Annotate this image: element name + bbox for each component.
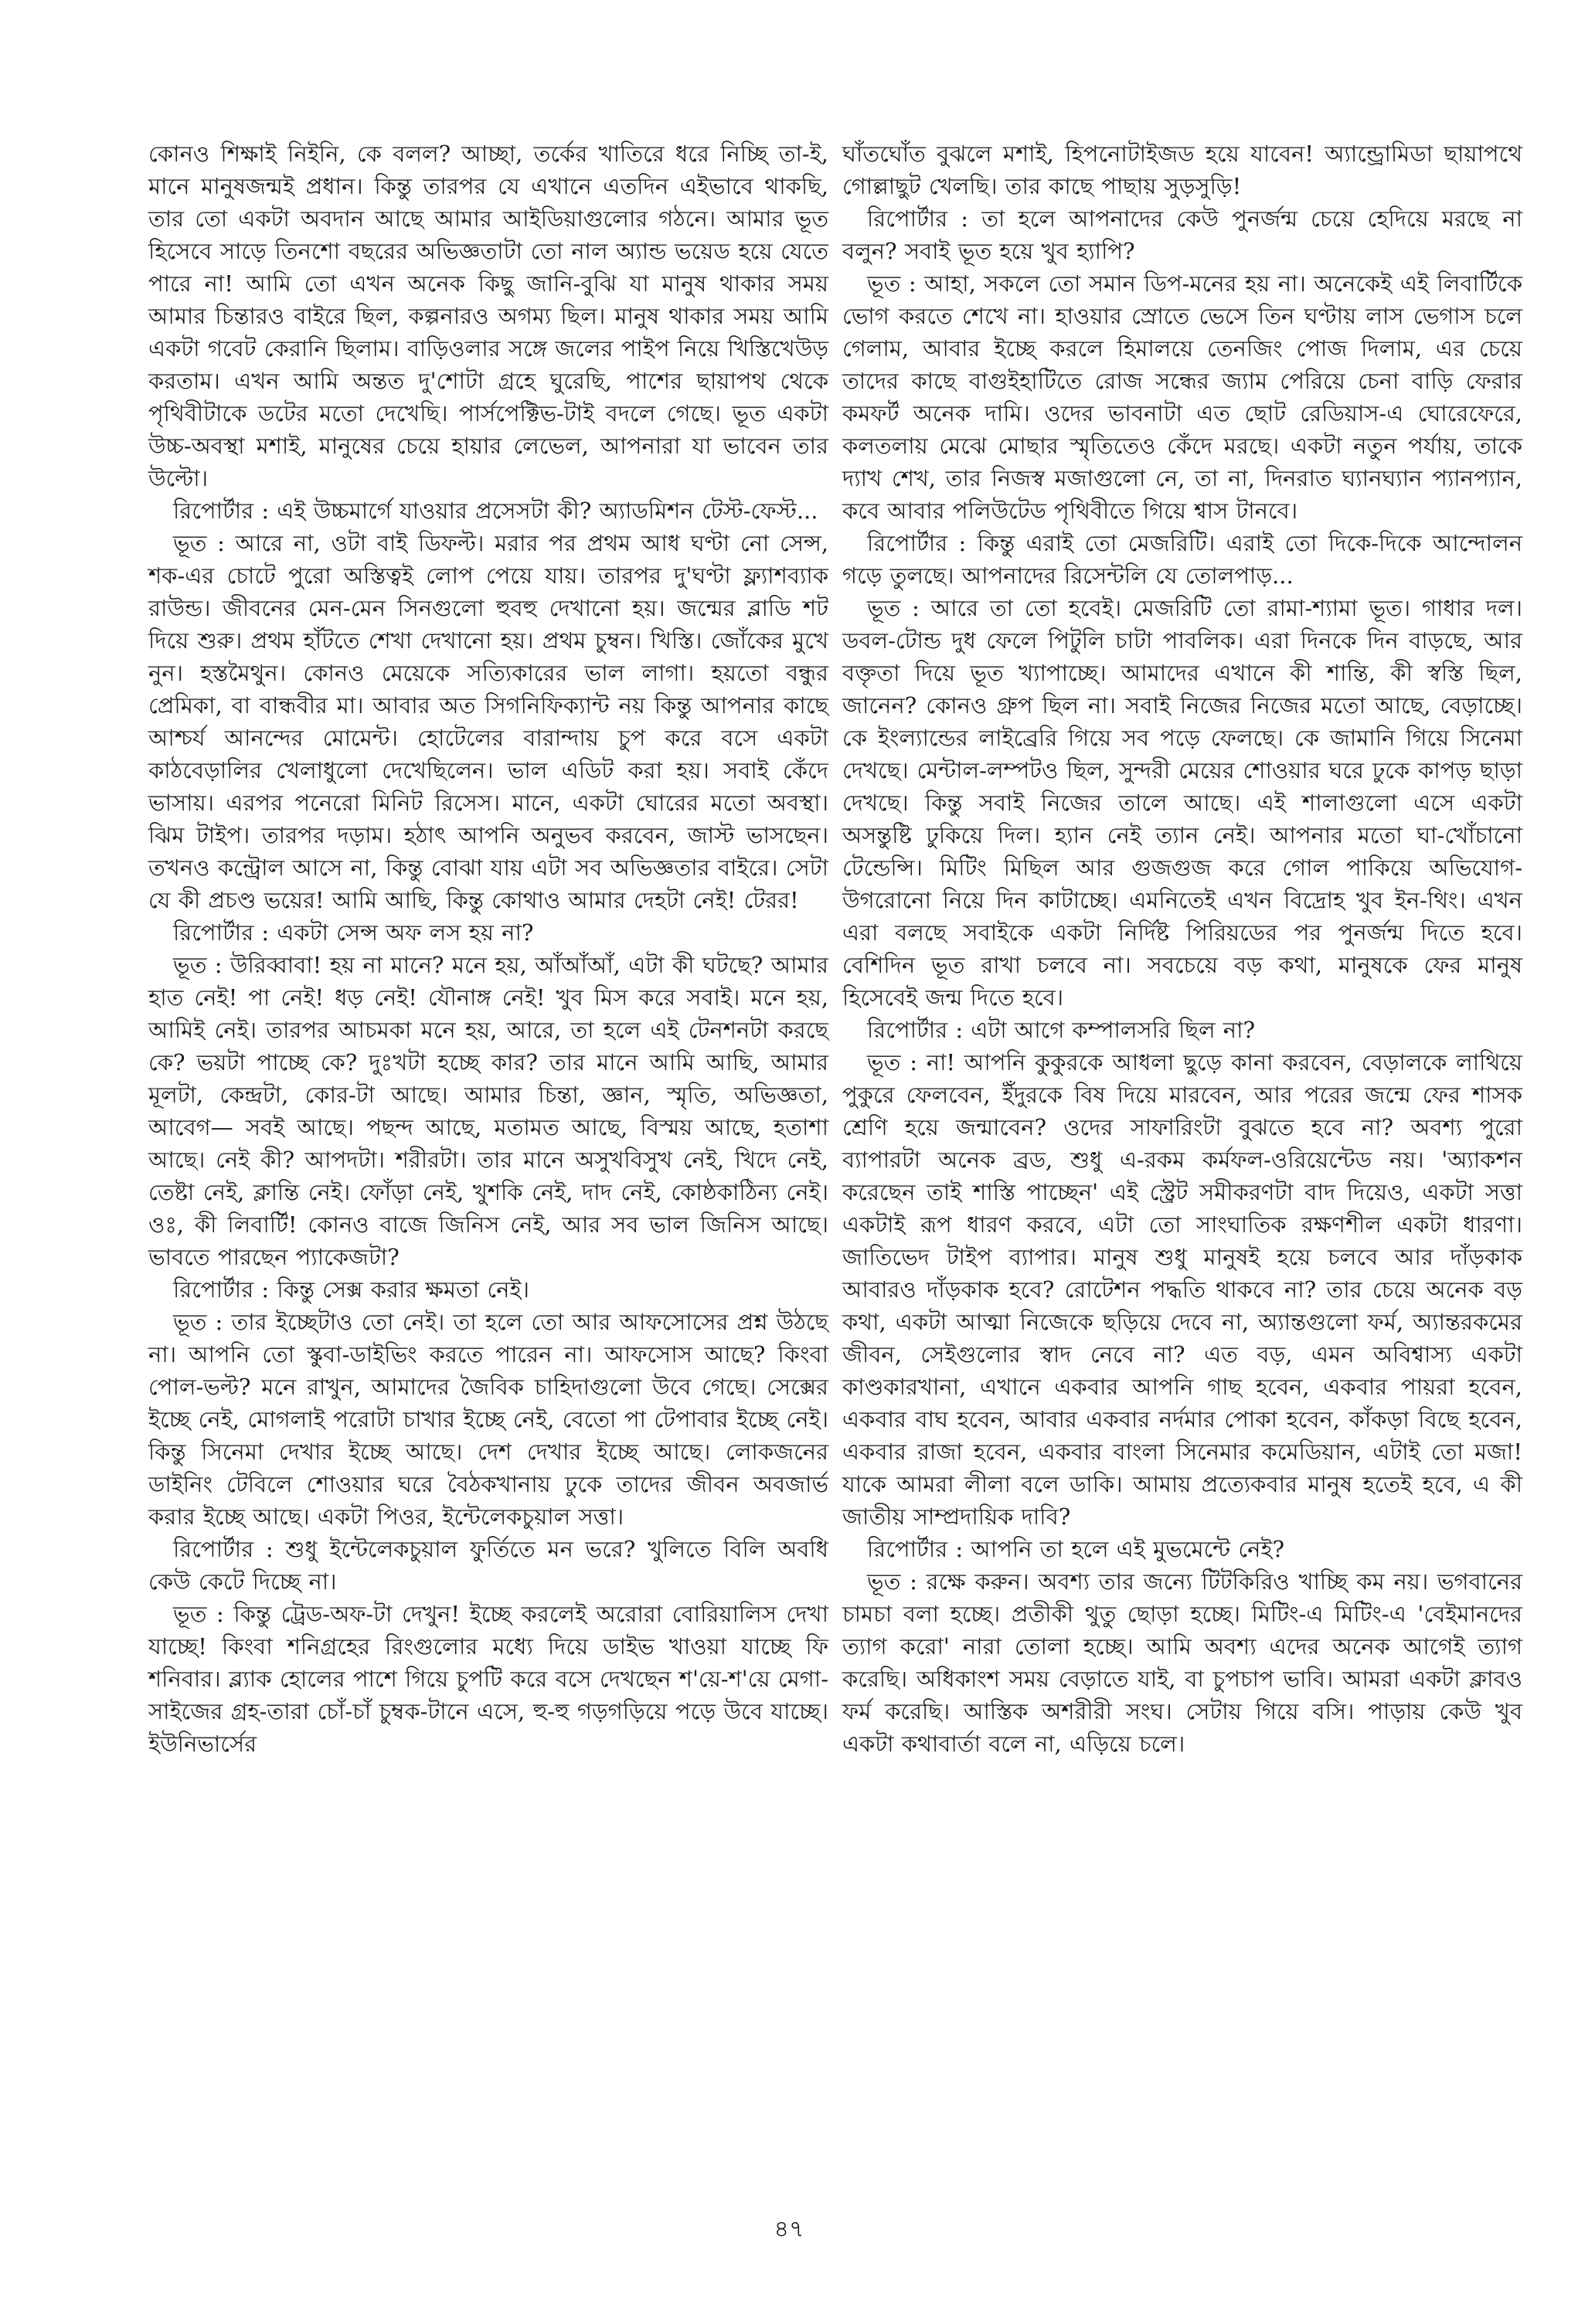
paragraph: ভূত : আরে তা তো হবেই। মেজরিটি তো রামা-শ্যামা ভূত। গাধার দল। ডবল-টোন্ড দুধ ফেলে পিটুলি চাটা পাবলিক। এরা দিনকে দিন বাড়ছে, আর বক্তৃতা দিয়ে ভূত খ্যাপাচ্ছে। আমাদের এখানে কী শান্তি, কী স্বস্তি ছিল, জানেন? কোনও গ্রুপ ছিল না। সবাই নিজের নিজের মতো আছে, বেড়াচ্ছে। কে ইংল্যান্ডের লাইব্রেরি গিয়ে সব পড়ে ফেলছে। কে জামানি গিয়ে সিনেমা দেখছে। মেন্টাল-লম্পটও ছিল, সুন্দরী মেয়ের শোওয়ার ঘরে ঢুকে কাপড় ছাড়া দেখছে। কিন্তু সবাই নিজের তালে আছে। এই শালাগুলো এসে একটা অসন্তুষ্টি ঢুকিয়ে দিল। হ্যান নেই ত্যান নেই। আপনার মতো ঘা-খোঁচানো টেন্ডেন্সি। মিটিং মিছিল আর গুজগুজ করে গোল পাকিয়ে অভিযোগ-উগরোনো নিয়ে দিন কাটাচ্ছে। এমনিতেই এখন বিদ্রোহ খুব ইন-থিং। এখন এরা বলছে সবাইকে একটা নির্দিষ্ট পিরিয়ডের পর পুনর্জন্ম দিতে হবে। বেশিদিন ভূত রাখা চলবে না। সবচেয়ে বড় কথা, মানুষকে ফের মানুষ হিসেবেই জন্ম দিতে হবে। (842, 595, 1522, 1011)
paragraph: ভূত : কিন্তু ট্রেড-অফ-টা দেখুন! ইচ্ছে করলেই অরোরা বোরিয়ালিস দেখা যাচ্ছে! কিংবা শনিগ্রহের রিংগুলোর মধ্যে দিয়ে ডাইভ খাওয়া যাচ্ছে ফি শনিবার। ব্ল্যাক হোলের পাশে গিয়ে চুপটি করে বসে দেখছেন শ'য়ে-শ'য়ে মেগা-সাইজের গ্রহ-তারা চোঁ-চাঁ চুম্বক-টানে এসে, হু-হু গড়গড়িয়ে পড়ে উবে যাচ্ছে। ইউনিভার্সের (148, 1601, 828, 1757)
paragraph: ভূত : আরে না, ওটা বাই ডিফল্ট। মরার পর প্রথম আধ ঘণ্টা নো সেন্স, শক-এর চোটে পুরো অস্তিত্বই লোপ পেয়ে যায়। তারপর দু'ঘণ্টা ফ্ল্যাশব্যাক রাউন্ড। জীবনের মেন-মেন সিনগুলো হুবহু দেখানো হয়। জন্মের ব্লাডি শট দিয়ে শুরু। প্রথম হাঁটতে শেখা দেখানো হয়। প্রথম চুম্বন। খিস্তি। জোঁকের মুখে নুন। হস্তমৈথুন। কোনও মেয়েকে সত্যিকারের ভাল লাগা। হয়তো বন্ধুর প্রেমিকা, বা বান্ধবীর মা। আবার অত সিগনিফিক্যান্ট নয় কিন্তু আপনার কাছে আশ্চর্য আনন্দের মোমেন্ট। হোটেলের বারান্দায় চুপ করে বসে একটা কাঠবেড়ালির খেলাধুলো দেখেছিলেন। ভাল এডিট করা হয়। সবাই কেঁদে ভাসায়। এরপর পনেরো মিনিট রিসেস। মানে, একটা ঘোরের মতো অবস্থা। ঝিম টাইপ। তারপর দড়াম। হঠাৎ আপনি অনুভব করবেন, জাস্ট ভাসছেন। তখনও কন্ট্রোল আসে না, কিন্তু বোঝা যায় এটা সব অভিজ্ঞতার বাইরে। সেটা যে কী প্রচণ্ড ভয়ের! আমি আছি, কিন্তু কোথাও আমার দেহটা নেই! টেরর! (148, 530, 828, 913)
paragraph: রিপোর্টার : শুধু ইন্টেলেকচুয়াল ফুর্তিতে মন ভরে? খুলিতে বিলি অবধি কেউ কেটে দিচ্ছে না। (148, 1536, 828, 1595)
paragraph: ভূত : আহা, সকলে তো সমান ডিপ-মনের হয় না। অনেকেই এই লিবার্টিকে ভোগ করতে শেখে না। হাওয়ার স্রোতে ভেসে তিন ঘণ্টায় লাস ভেগাস চলে গেলাম, আবার ইচ্ছে করলে হিমালয়ে তেনজিং পোজ দিলাম, এর চেয়ে তাদের কাছে বাগুইহাটিতে রোজ সন্ধের জ্যাম পেরিয়ে চেনা বাড়ি ফেরার কমফর্ট অনেক দামি। ওদের ভাবনাটা এত ছোট রেডিয়াস-এ ঘোরেফেরে, কলতলায় মেঝে মোছার স্মৃতিতেও কেঁদে মরছে। একটা নতুন পর্যায়, তাকে দ্যাখ শেখ, তার নিজস্ব মজাগুলো নে, তা না, দিনরাত ঘ্যানঘ্যান প্যানপ্যান, কবে আবার পলিউটেড পৃথিবীতে গিয়ে শ্বাস টানবে। (842, 270, 1522, 524)
paragraph: ভূত : তার ইচ্ছেটাও তো নেই। তা হলে তো আর আফসোসের প্রশ্ন উঠছে না। আপনি তো স্কুবা-ডাইভিং করতে পারেন না। আফসোস আছে? কিংবা পোল-ভল্ট? মনে রাখুন, আমাদের জৈবিক চাহিদাগুলো উবে গেছে। সেক্সের ইচ্ছে নেই, মোগলাই পরোটা চাখার ইচ্ছে নেই, বেতো পা টেপাবার ইচ্ছে নেই। কিন্তু সিনেমা দেখার ইচ্ছে আছে। দেশ দেখার ইচ্ছে আছে। লোকজনের ডাইনিং টেবিলে শোওয়ার ঘরে বৈঠকখানায় ঢুকে তাদের জীবন অবজার্ভ করার ইচ্ছে আছে। একটা পিওর, ইন্টেলেকচুয়াল সত্তা। (148, 1309, 828, 1530)
paragraph: ভূত : না! আপনি কুকুরকে আধলা ছুড়ে কানা করবেন, বেড়ালকে লাথিয়ে পুকুরে ফেলবেন, ইঁদুরকে বিষ দিয়ে মারবেন, আর পরের জন্মে ফের শাসক শ্রেণি হয়ে জন্মাবেন? ওদের সাফারিংটা বুঝতে হবে না? অবশ্য পুরো ব্যাপারটা অনেক ব্রড, শুধু এ-রকম কর্মফল-ওরিয়েন্টেড নয়। 'অ্যাকশন করেছেন তাই শাস্তি পাচ্ছেন' এই স্ট্রেট সমীকরণটা বাদ দিয়েও, একটা সত্তা একটাই রূপ ধারণ করবে, এটা তো সাংঘাতিক রক্ষণশীল একটা ধারণা। জাতিভেদ টাইপ ব্যাপার। মানুষ শুধু মানুষই হয়ে চলবে আর দাঁড়কাক আবারও দাঁড়কাক হবে? রোটেশন পদ্ধতি থাকবে না? তার চেয়ে অনেক বড় কথা, একটা আত্মা নিজেকে ছড়িয়ে দেবে না, অ্যান্তগুলো ফর্ম, অ্যান্তরকমের জীবন, সেইগুলোর স্বাদ নেবে না? এত বড়, এমন অবিশ্বাস্য একটা কাণ্ডকারখানা, এখানে একবার আপনি গাছ হবেন, একবার পায়রা হবেন, একবার বাঘ হবেন, আবার একবার নর্দমার পোকা হবেন, কাঁকড়া বিছে হবেন, একবার রাজা হবেন, একবার বাংলা সিনেমার কমেডিয়ান, এটাই তো মজা! যাকে আমরা লীলা বলে ডাকি। আমায় প্রত্যেকবার মানুষ হতেই হবে, এ কী জাতীয় সাম্প্রদায়িক দাবি? (842, 1049, 1522, 1530)
paragraph: রিপোর্টার : এই উচ্চমার্গে যাওয়ার প্রসেসটা কী? অ্যাডমিশন টেস্ট-ফেস্ট... (173, 498, 818, 524)
paragraph: রিপোর্টার : একটা সেন্স অফ লস হয় না? (173, 919, 534, 946)
left-column (148, 138, 828, 1760)
paragraph: ভূত : রক্ষে করুন। অবশ্য তার জন্যে টিটকিরিও খাচ্ছি কম নয়। ভগবানের চামচা বলা হচ্ছে। প্রতীকী থুতু ছোড়া হচ্ছে। মিটিং-এ মিটিং-এ 'বেইমানদের ত্যাগ করো' নারা তোলা হচ্ছে। আমি অবশ্য এদের অনেক আগেই ত্যাগ করেছি। অধিকাংশ সময় বেড়াতে যাই, বা চুপচাপ ভাবি। আমরা একটা ক্লাবও ফর্ম করেছি। আস্তিক অশরীরী সংঘ। সেটায় গিয়ে বসি। পাড়ায় কেউ খুব একটা কথাবার্তা বলে না, এড়িয়ে চলে। (842, 1568, 1522, 1757)
paragraph: কোনও শিক্ষাই নিইনি, কে বলল? আচ্ছা, তর্কের খাতিরে ধরে নিচ্ছি তা-ই, মানে মানুষজন্মই প্রধান। কিন্তু তারপর যে এখানে এতদিন এইভাবে থাকছি, তার তো একটা অবদান আছে আমার আইডিয়াগুলোর গঠনে। আমার ভূত হিসেবে সাড়ে তিনশো বছরের অভিজ্ঞতাটা তো নাল অ্যান্ড ভয়েড হয়ে যেতে পারে না! আমি তো এখন অনেক কিছু জানি-বুঝি যা মানুষ থাকার সময় আমার চিন্তারও বাইরে ছিল, কল্পনারও অগম্য ছিল। মানুষ থাকার সময় আমি একটা গবেট কেরানি ছিলাম। বাড়িওলার সঙ্গে জলের পাইপ নিয়ে খিস্তিখেউড় করতাম। এখন আমি অন্তত দু'শোটা গ্রহে ঘুরেছি, পাশের ছায়াপথ থেকে পৃথিবীটাকে ডটের মতো দেখেছি। পার্সপেক্টিভ-টাই বদলে গেছে। ভূত একটা উচ্চ-অবস্থা মশাই, মানুষের চেয়ে হায়ার লেভেল, আপনারা যা ভাবেন তার উল্টো। (148, 141, 828, 491)
paragraph: ভূত : উরিব্বাবা! হয় না মানে? মনে হয়, আঁআঁআঁ, এটা কী ঘটছে? আমার হাত নেই! পা নেই! ধড় নেই! যৌনাঙ্গ নেই! খুব মিস করে সবাই। মনে হয়, আমিই নেই। তারপর আচমকা মনে হয়, আরে, তা হলে এই টেনশনটা করছে কে? ভয়টা পাচ্ছে কে? দুঃখটা হচ্ছে কার? তার মানে আমি আছি, আমার মূলটা, কেন্দ্রটা, কোর-টা আছে। আমার চিন্তা, জ্ঞান, স্মৃতি, অভিজ্ঞতা, আবেগ— সবই আছে। পছন্দ আছে, মতামত আছে, বিস্ময় আছে, হতাশা আছে। নেই কী? আপদটা। শরীরটা। তার মানে অসুখবিসুখ নেই, খিদে নেই, তেষ্টা নেই, ক্লান্তি নেই। ফোঁড়া নেই, খুশকি নেই, দাদ নেই, কোষ্ঠকাঠিন্য নেই। ওঃ, কী লিবার্টি! কোনও বাজে জিনিস নেই, আর সব ভাল জিনিস আছে। ভাবতে পারছেন প্যাকেজটা? (148, 952, 828, 1270)
paragraph: রিপোর্টার : আপনি তা হলে এই মুভমেন্টে নেই? (867, 1536, 1285, 1562)
paragraph: রিপোর্টার : এটা আগে কম্পালসরি ছিল না? (867, 1017, 1256, 1043)
page-number: ৪৭ (774, 2216, 804, 2243)
paragraph: রিপোর্টার : কিন্তু সেক্স করার ক্ষমতা নেই। (173, 1276, 529, 1303)
paragraph: রিপোর্টার : তা হলে আপনাদের কেউ পুনর্জন্ম চেয়ে হেদিয়ে মরছে না বলুন? সবাই ভূত হয়ে খুব হ্যাপি? (842, 206, 1522, 264)
paragraph: রিপোর্টার : কিন্তু এরাই তো মেজরিটি। এরাই তো দিকে-দিকে আন্দোলন গড়ে তুলছে। আপনাদের রিসেন্টলি যে তোলপাড়... (842, 530, 1522, 589)
paragraph: ঘাঁতঘোঁত বুঝলে মশাই, হিপনোটাইজড হয়ে যাবেন! অ্যান্ড্রোমিডা ছায়াপথে গোল্লাছুট খেলছি। তার কাছে পাছায় সুড়সুড়ি! (842, 141, 1522, 199)
right-column (842, 138, 1522, 1760)
